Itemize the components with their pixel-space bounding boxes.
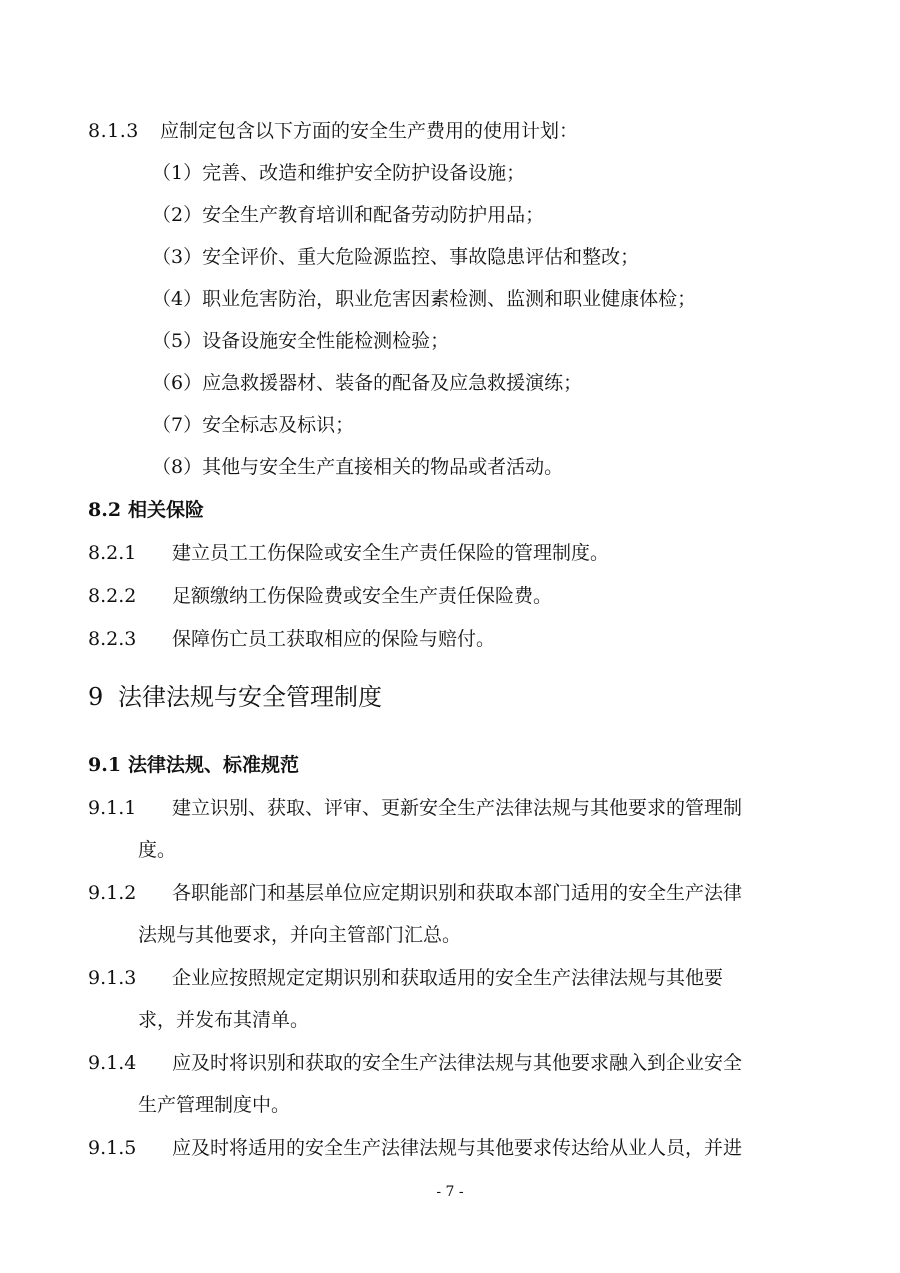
list-item: （3）安全评价、重大危险源监控、事故隐患评估和整改； xyxy=(152,246,640,268)
clause-text-line1: 建立识别、获取、评审、更新安全生产法律法规与其他要求的管理制 xyxy=(172,797,743,819)
clause-number: 9.1.4 xyxy=(88,1052,137,1074)
clause-text-line1: 应及时将适用的安全生产法律法规与其他要求传达给从业人员，并进 xyxy=(172,1137,743,1159)
section-number: 8.2 xyxy=(88,499,122,521)
clause-number: 8.2.1 xyxy=(88,542,137,564)
section-title: 法律法规、标准规范 xyxy=(128,754,300,776)
clause-number: 9.1.2 xyxy=(88,882,137,904)
clause-text: 足额缴纳工伤保险费或安全生产责任保险费。 xyxy=(172,585,553,607)
chapter-number: 9 xyxy=(88,683,104,711)
clause-number: 9.1.3 xyxy=(88,967,137,989)
list-item: （1）完善、改造和维护安全防护设备设施； xyxy=(152,162,526,184)
clause-text-line1: 应及时将识别和获取的安全生产法律法规与其他要求融入到企业安全 xyxy=(172,1052,743,1074)
section-title: 相关保险 xyxy=(128,499,205,521)
page-number: - 7 - xyxy=(436,1184,464,1200)
section-number: 9.1 xyxy=(88,754,122,776)
clause-text-line1: 各职能部门和基层单位应定期识别和获取本部门适用的安全生产法律 xyxy=(172,882,743,904)
chapter-title: 法律法规与安全管理制度 xyxy=(118,683,382,711)
clause-number: 8.2.3 xyxy=(88,628,137,650)
clause-text-line2: 生产管理制度中。 xyxy=(138,1094,291,1116)
list-item: （8）其他与安全生产直接相关的物品或者活动。 xyxy=(152,456,564,478)
list-item: （6）应急救援器材、装备的配备及应急救援演练； xyxy=(152,372,583,394)
clause-text-line2: 度。 xyxy=(138,839,177,861)
clause-number: 9.1.1 xyxy=(88,797,137,819)
list-item: （5）设备设施安全性能检测检验； xyxy=(152,330,450,352)
clause-text-line2: 求，并发布其清单。 xyxy=(138,1009,310,1031)
clause-text: 应制定包含以下方面的安全生产费用的使用计划： xyxy=(160,120,579,142)
clause-text: 建立员工工伤保险或安全生产责任保险的管理制度。 xyxy=(172,542,610,564)
clause-text-line2: 法规与其他要求，并向主管部门汇总。 xyxy=(138,924,462,946)
list-item: （4）职业危害防治，职业危害因素检测、监测和职业健康体检； xyxy=(152,288,697,310)
clause-number: 9.1.5 xyxy=(88,1137,137,1159)
clause-number: 8.1.3 xyxy=(88,120,139,142)
clause-number: 8.2.2 xyxy=(88,585,137,607)
list-item: （2）安全生产教育培训和配备劳动防护用品； xyxy=(152,204,545,226)
list-item: （7）安全标志及标识； xyxy=(152,414,355,436)
clause-text-line1: 企业应按照规定定期识别和获取适用的安全生产法律法规与其他要 xyxy=(172,967,724,989)
clause-text: 保障伤亡员工获取相应的保险与赔付。 xyxy=(172,628,496,650)
